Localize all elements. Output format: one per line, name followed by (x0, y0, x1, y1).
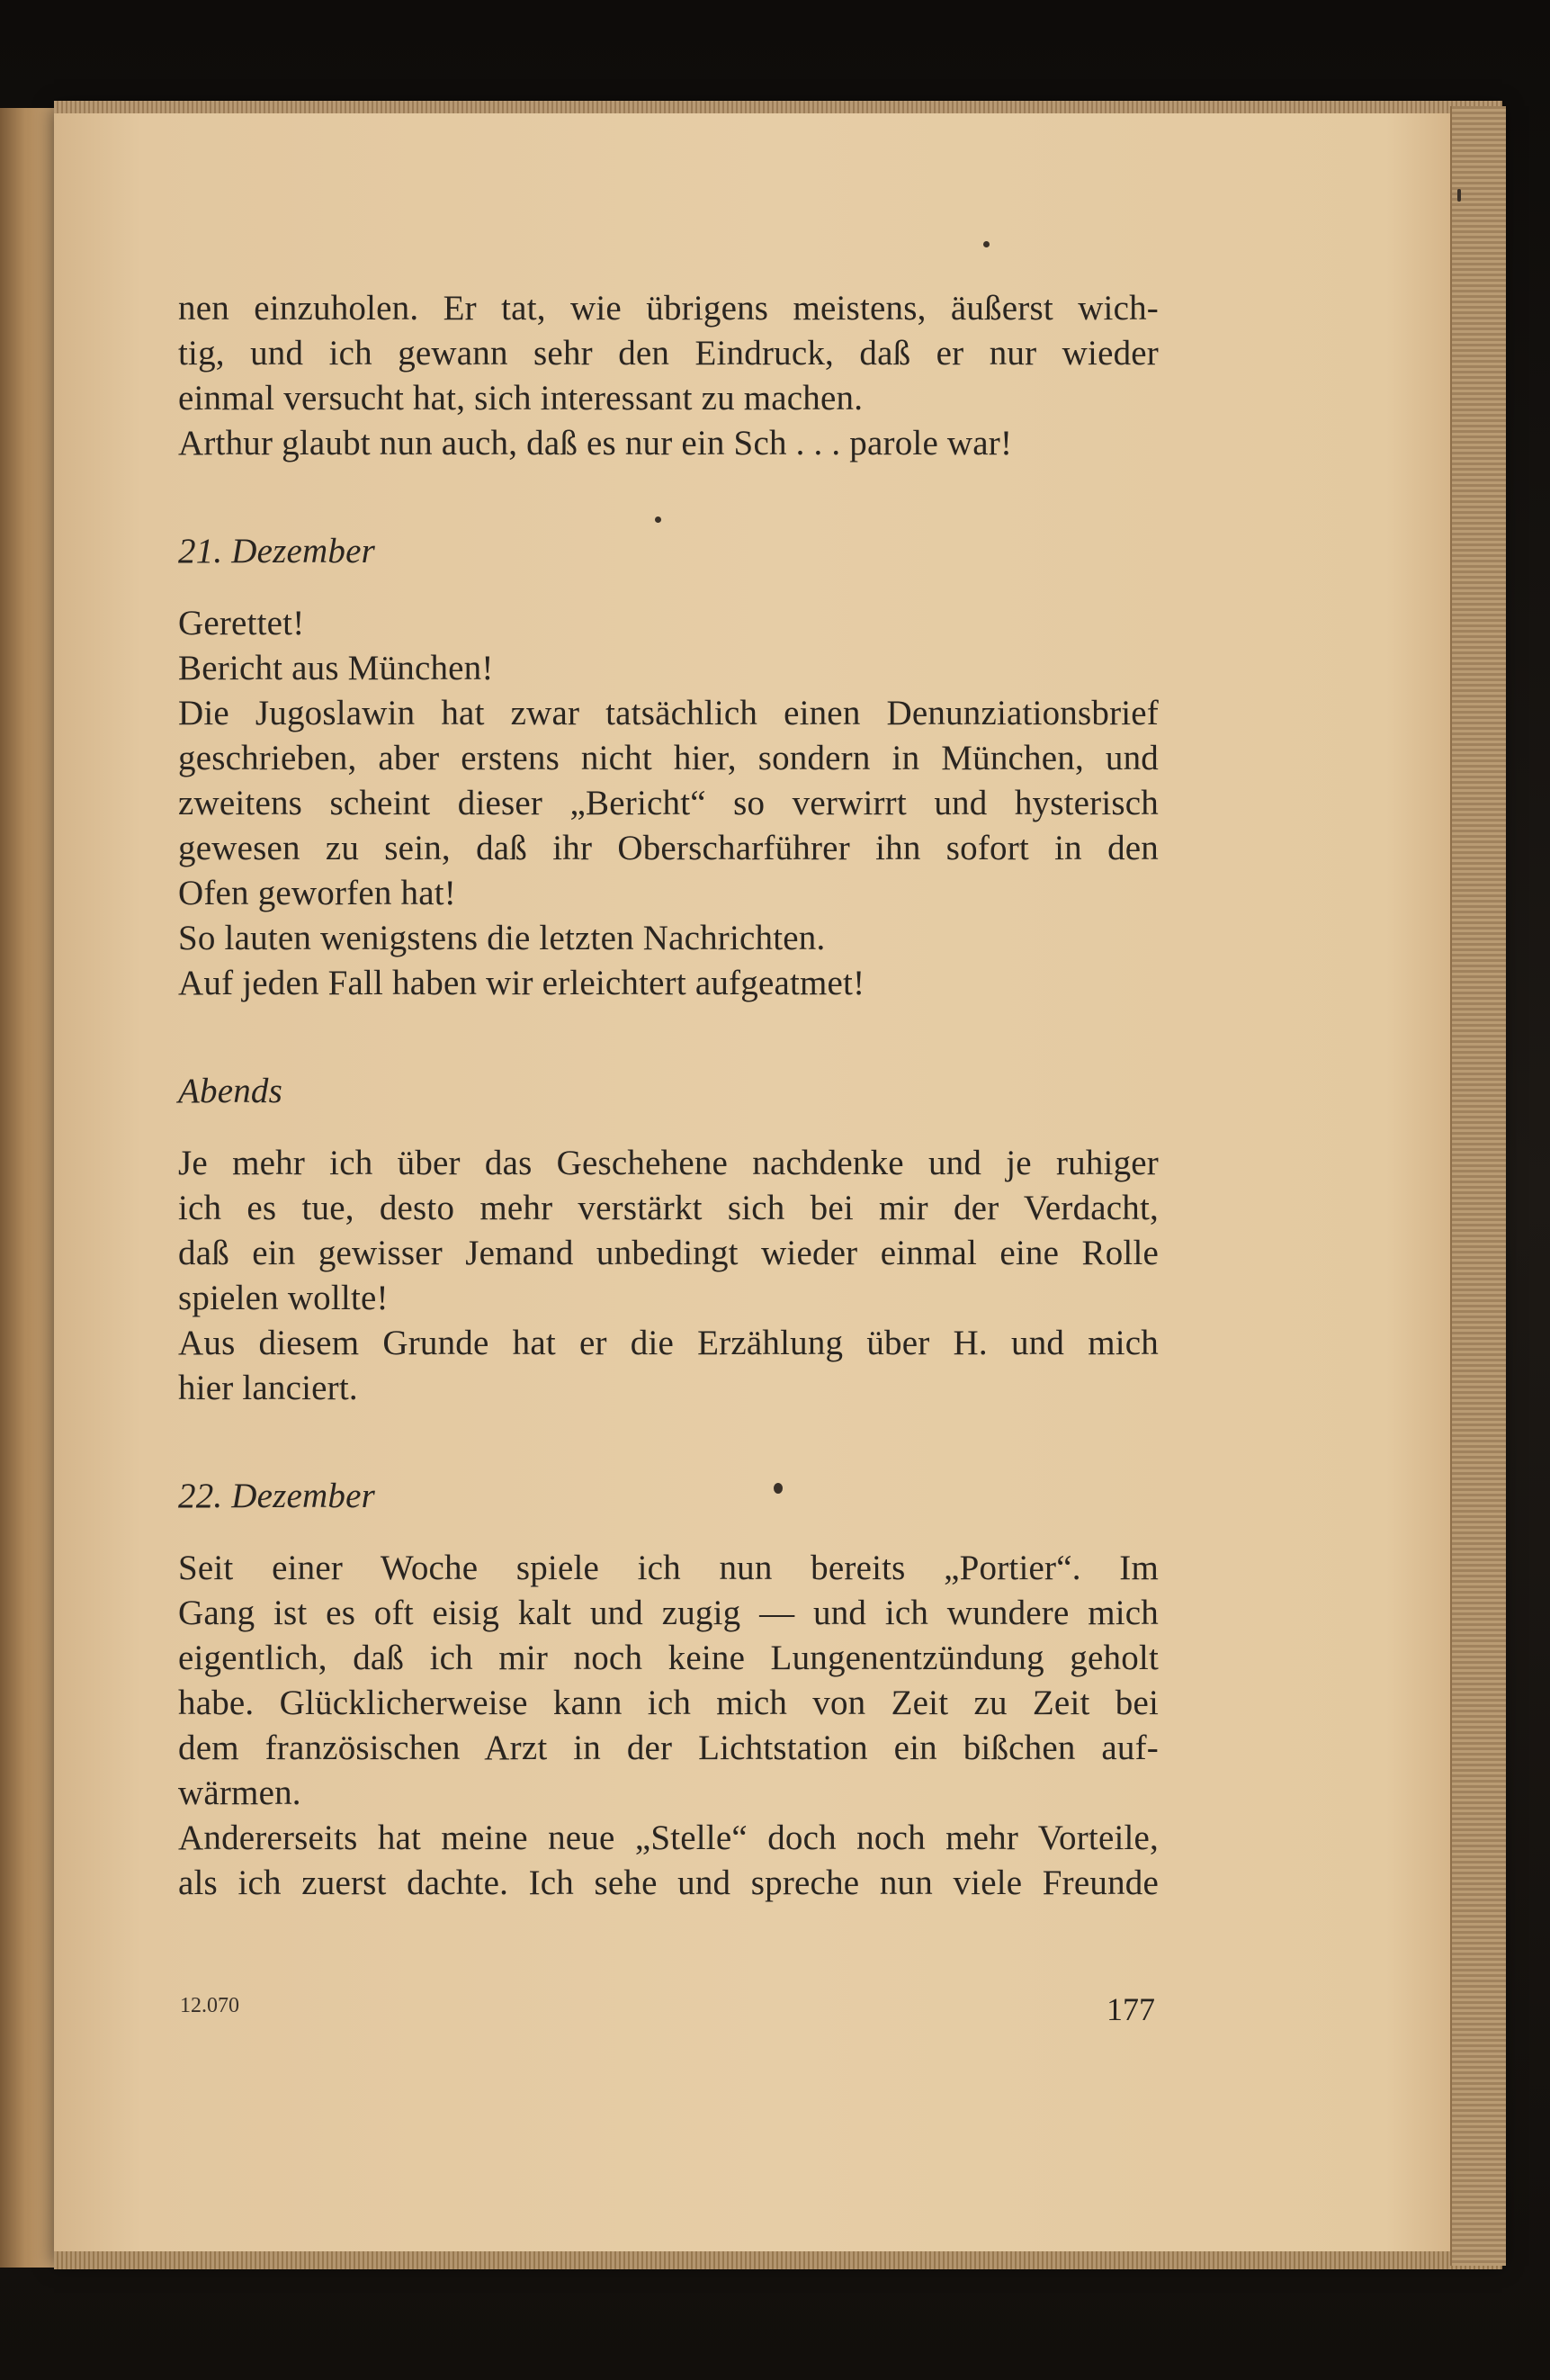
diary-date-heading: 21. Dezember (178, 532, 376, 570)
text-line: ich es tue, desto mehr verstärkt sich bei mir der Verdacht, (178, 1189, 1159, 1227)
text-line: Andererseits hat meine neue „Stelle“ doch noch mehr Vorteile, (178, 1819, 1159, 1857)
page-top-edge (54, 101, 1502, 113)
dust-speck (983, 241, 990, 247)
section-gap (178, 466, 1159, 529)
text-line: habe. Glücklicherweise kann ich mich von Zeit zu Zeit bei (178, 1684, 1159, 1722)
text-line: Arthur glaubt nun auch, daß es nur ein Sch . . . parole war! (178, 424, 1013, 463)
text-line: einmal versucht hat, sich interessant zu machen. (178, 379, 864, 418)
text-line: Auf jeden Fall haben wir erleichtert aufgeatmet! (178, 964, 865, 1002)
printer-signature: 12.070 (180, 1994, 239, 2017)
text-line: wärmen. (178, 1774, 301, 1812)
text-line: spielen wollte! (178, 1279, 389, 1317)
text-line: Je mehr ich über das Geschehene nachdenke und je ruhiger (178, 1144, 1159, 1182)
text-line: Gerettet! (178, 604, 305, 642)
text-line: Die Jugoslawin hat zwar tatsächlich einen Denunziationsbrief (178, 694, 1159, 732)
text-line: Bericht aus München! (178, 649, 494, 687)
text-line: hier lanciert. (178, 1369, 358, 1407)
text-line: gewesen zu sein, daß ihr Oberscharführer ihn sofort in den (178, 829, 1159, 867)
text-line: als ich zuerst dachte. Ich sehe und spreche nun viele Freunde (178, 1864, 1159, 1902)
text-line: So lauten wenigstens die letzten Nachrichten. (178, 919, 826, 957)
text-line: geschrieben, aber erstens nicht hier, sondern in München, und (178, 739, 1159, 777)
diary-date-heading: Abends (178, 1072, 283, 1110)
text-line: Ofen geworfen hat! (178, 874, 456, 912)
text-line: dem französischen Arzt in der Lichtstation ein bißchen auf- (178, 1729, 1159, 1767)
page-number: 177 (1107, 1991, 1155, 2027)
text-line: eigentlich, daß ich mir noch keine Lungenentzündung geholt (178, 1639, 1159, 1677)
page-text (178, 286, 1159, 1906)
section-gap (178, 1006, 1159, 1069)
text-line: Seit einer Woche spiele ich nun bereits „Portier“. Im (178, 1549, 1159, 1587)
page-bottom-edge (54, 2251, 1502, 2269)
text-line: Gang ist es oft eisig kalt und zugig — und ich wundere mich (178, 1594, 1159, 1632)
text-line: daß ein gewisser Jemand unbedingt wieder einmal eine Rolle (178, 1234, 1159, 1272)
section-gap (178, 1411, 1159, 1474)
diary-date-heading: 22. Dezember (178, 1477, 376, 1515)
text-line: nen einzuholen. Er tat, wie übrigens meistens, äußerst wich- (178, 289, 1159, 328)
text-line: Aus diesem Grunde hat er die Erzählung über H. und mich (178, 1324, 1159, 1362)
text-line: zweitens scheint dieser „Bericht“ so verwirrt und hysterisch (178, 784, 1159, 822)
book-spine (1450, 106, 1506, 2266)
dust-speck (1457, 189, 1461, 202)
text-line: tig, und ich gewann sehr den Eindruck, daß er nur wieder (178, 334, 1159, 373)
